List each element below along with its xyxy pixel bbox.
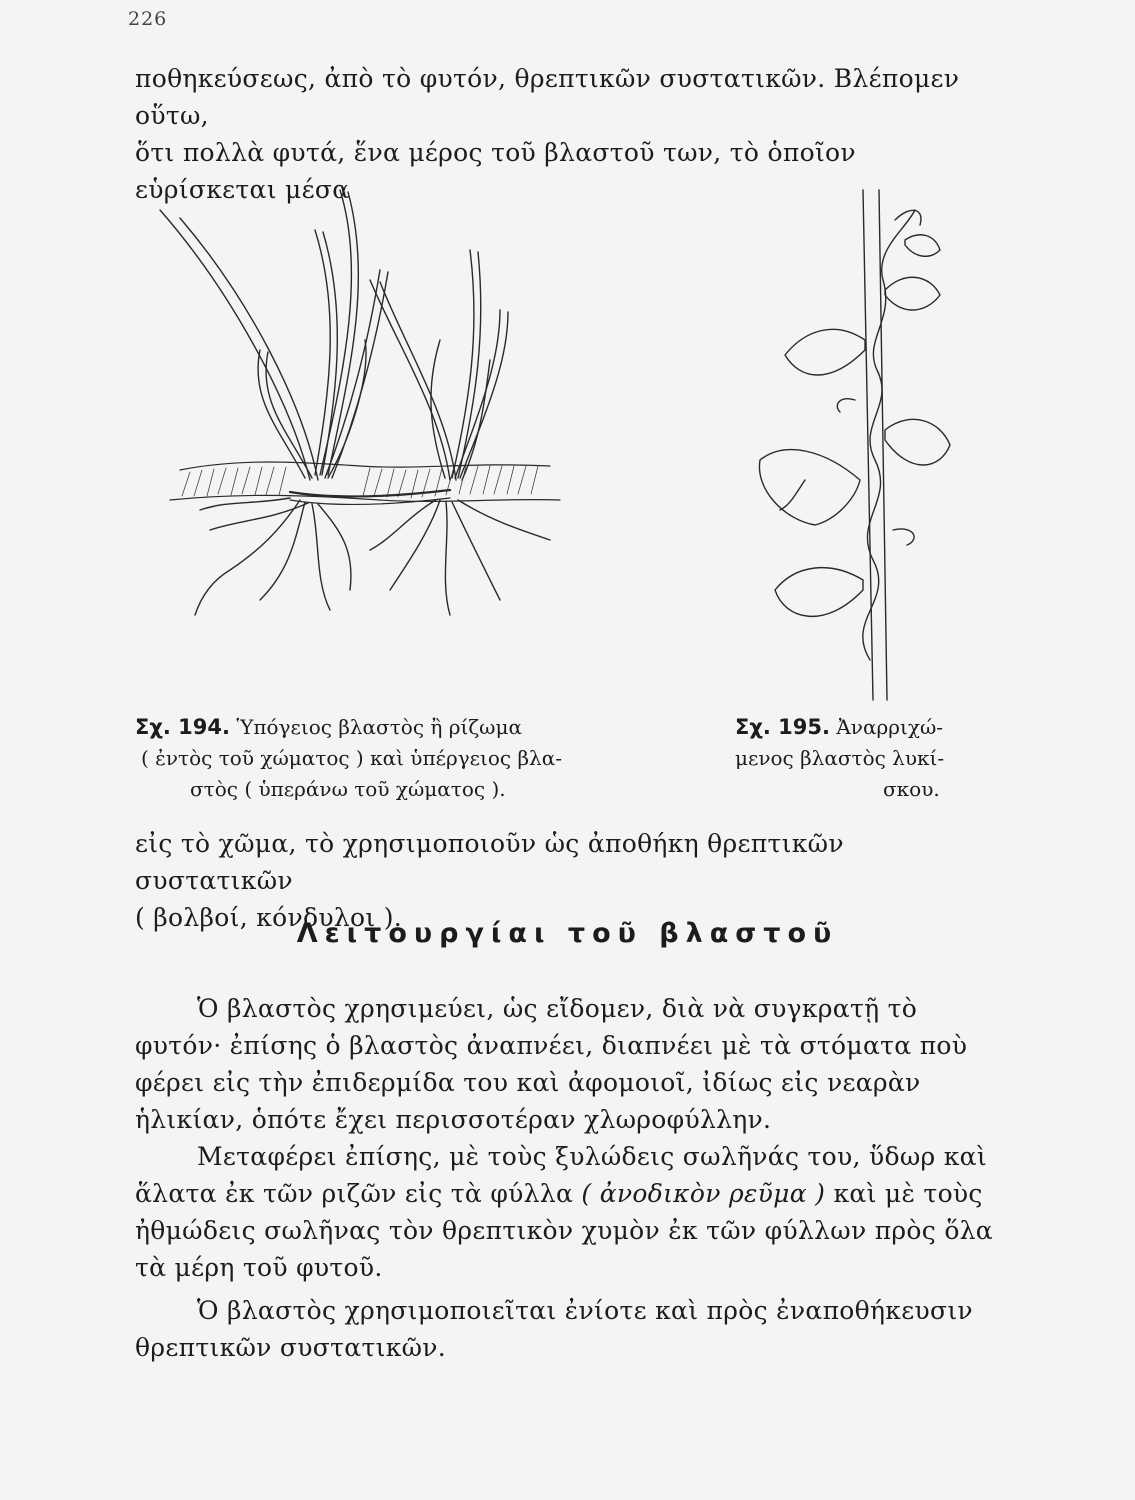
figure-194-number: Σχ. 194. (135, 715, 230, 739)
section-heading: Λειτουργίαι τοῦ βλαστοῦ (296, 918, 839, 949)
figure-195-caption-line-1: Ἀναρριχώ- (836, 715, 944, 739)
intro-line-1: ποθηκεύσεως, ἀπὸ τὸ φυτόν, θρεπτικῶν συστατικῶν. Βλέπομεν οὕτω, (135, 64, 960, 130)
intro-line-2: ὅτι πολλὰ φυτά, ἕνα μέρος τοῦ βλαστοῦ των, τὸ ὁποῖον εὑρίσκεται μέσα (135, 138, 856, 204)
figure-195-caption-line-2: μενος βλαστὸς λυκί- (735, 746, 945, 770)
ascending-current-term: ( ἀνοδικὸν ρεῦμα ) (581, 1179, 826, 1208)
figure-194-caption (135, 712, 565, 805)
section-paragraph-2 (135, 1138, 1005, 1286)
figure-195-caption-line-3: σκου. (883, 777, 940, 801)
continuation-line-1: εἰς τὸ χῶμα, τὸ χρησιμοποιοῦν ὡς ἀποθήκη θρεπτικῶν συστατικῶν (135, 829, 844, 895)
section-paragraph-1: Ὁ βλαστὸς χρησιμεύει, ὡς εἴδομεν, διὰ νὰ συγκρατῇ τὸ φυτόν· ἐπίσης ὁ βλαστὸς ἀναπνέει, διαπνέει μὲ τὰ στόματα ποὺ φέρει εἰς τὴν ἐπιδερμίδα του καὶ ἀφομοιοῖ, ἰδίως εἰς νεαρὰν ἡλικίαν, ὁπότε ἔχει περισσοτέραν χλωροφύλλην. (135, 994, 968, 1134)
figure-194-caption-line-1: Ὑπόγειος βλαστὸς ἢ ρίζωμα (236, 715, 522, 739)
figure-194-caption-line-3: στὸς ( ὑπεράνω τοῦ χώματος ). (190, 777, 506, 801)
figure-195-number: Σχ. 195. (735, 715, 830, 739)
section-paragraph-3: Ὁ βλαστὸς χρησιμοποιεῖται ἐνίοτε καὶ πρὸς ἐναποθήκευσιν θρεπτικῶν συστατικῶν. (135, 1296, 973, 1362)
continuation-line-2: ( βολβοί, κόνδυλοι ). (135, 903, 403, 932)
figure-194-caption-line-2: ( ἐντὸς τοῦ χώματος ) καὶ ὑπέργειος βλα- (141, 746, 562, 770)
section-paragraph-2-part-a: Μεταφέρει ἐπίσης, μὲ τοὺς ξυλώδεις σωλῆνάς του, ὕδωρ καὶ ἅλατα ἐκ τῶν ριζῶν εἰς τὰ φύλλα (135, 1142, 987, 1208)
page-number: 226 (128, 8, 168, 30)
figure-195-caption (735, 712, 1015, 805)
section-paragraph-2-part-b: καὶ μὲ τοὺς ἠθμώδεις σωλῆνας τὸν θρεπτικὸν χυμὸν ἐκ τῶν φύλλων πρὸς ὅλα τὰ μέρη τοῦ φυτοῦ. (135, 1179, 993, 1282)
section-body (135, 990, 1005, 1366)
climbing-shoot-illustration (745, 180, 955, 710)
rhizome-illustration (140, 170, 580, 620)
